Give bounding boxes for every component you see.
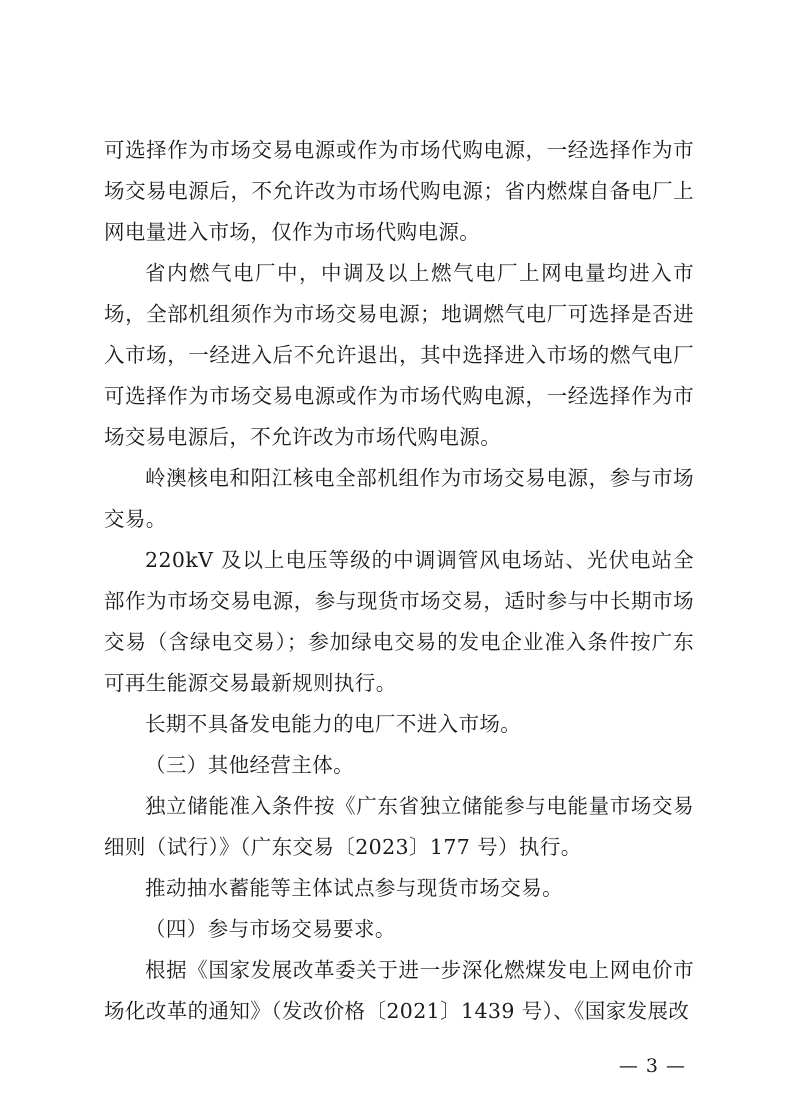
- paragraph: 独立储能准入条件按《广东省独立储能参与电能量市场交易细则（试行）》（广东交易〔2023〕177 号）执行。: [104, 794, 694, 859]
- paragraph: 推动抽水蓄能等主体试点参与现货市场交易。: [145, 876, 563, 900]
- page-number: — 3 —: [618, 1055, 686, 1077]
- paragraph: 省内燃气电厂中，中调及以上燃气电厂上网电量均进入市场，全部机组须作为市场交易电源；地调燃气电厂可选择是否进入市场，一经进入后不允许退出，其中选择进入市场的燃气电厂可选择作为市场交易电源或作为市场代购电源，一经选择作为市场交易电源后，不允许改为市场代购电源。: [104, 261, 694, 449]
- document-body: [104, 130, 694, 1032]
- paragraph: 岭澳核电和阳江核电全部机组作为市场交易电源，参与市场交易。: [104, 466, 694, 531]
- paragraph: 根据《国家发展改革委关于进一步深化燃煤发电上网电价市场化改革的通知》（发改价格〔2021〕1439 号）、《国家发展改: [104, 958, 694, 1023]
- section-heading-market-requirements: （四）参与市场交易要求。: [145, 917, 396, 941]
- section-heading-other-entities: （三）其他经营主体。: [145, 753, 354, 777]
- paragraph: 220kV 及以上电压等级的中调调管风电场站、光伏电站全部作为市场交易电源，参与现货市场交易，适时参与中长期市场交易（含绿电交易）；参加绿电交易的发电企业准入条件按广东可再生能源交易最新规则执行。: [104, 548, 694, 695]
- paragraph: 可选择作为市场交易电源或作为市场代购电源，一经选择作为市场交易电源后，不允许改为市场代购电源；省内燃煤自备电厂上网电量进入市场，仅作为市场代购电源。: [104, 138, 694, 244]
- paragraph: 长期不具备发电能力的电厂不进入市场。: [145, 712, 522, 736]
